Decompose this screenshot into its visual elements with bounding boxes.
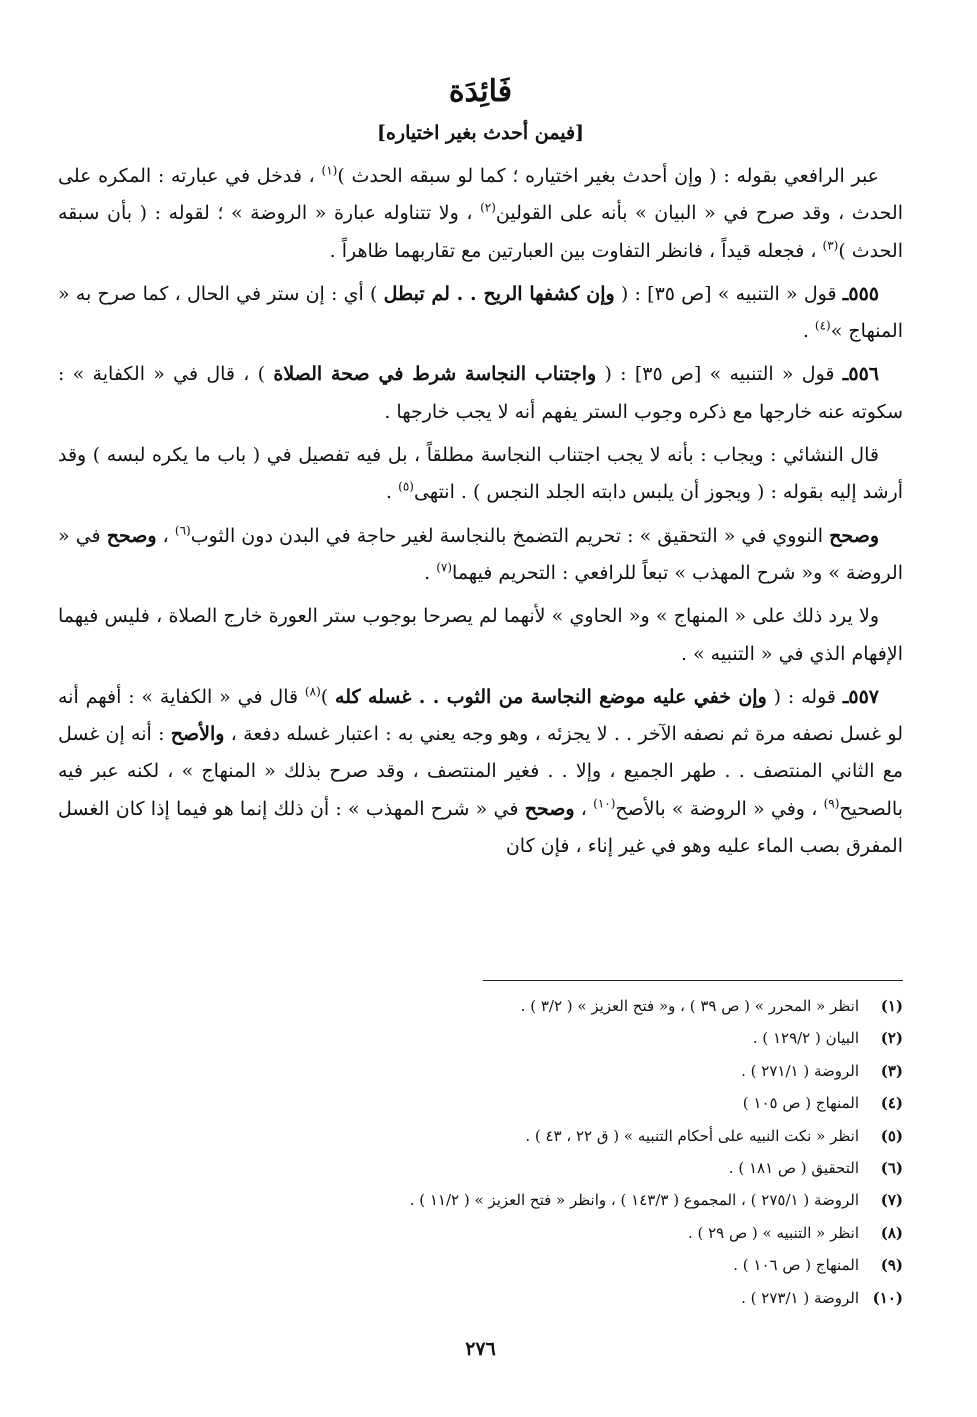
footnote-text: الروضة ( ٢٧٣/١ ) .	[741, 1288, 859, 1307]
footnote-number: (٦)	[880, 1159, 903, 1178]
bold-text-run: والأصح	[170, 723, 225, 746]
footnote-text: الروضة ( ٢٧٥/١ ) ، المجموع ( ١٤٣/٣ ) ، وانظر « فتح العزيز » ( ١١/٢ ) .	[409, 1191, 859, 1210]
body-text	[58, 158, 903, 865]
text-run: ولا يرد ذلك على « المنهاج » و« الحاوي » لأنهما لم يصرحا بوجوب ستر العورة خارج الصلاة ، فليس فيهما الإفهام الذي في « التنبيه » .	[58, 605, 903, 665]
section-subtitle: [فيمن أحدث بغير اختياره]	[376, 122, 585, 144]
footnote-text: انظر « نكت النبيه على أحكام التنبيه » ( ق ٢٢ ، ٤٣ ) .	[525, 1126, 859, 1145]
text-run: ،	[156, 524, 175, 547]
text-run: قال في « الكفاية » : أفهم أنه لو غسل نصفه مرة ثم نصفه الآخر . . لا يجزئه ، وهو وجه يعني به : اعتبار غسله دفعة ،	[58, 685, 903, 746]
paragraph	[58, 679, 903, 865]
footnote	[58, 1249, 903, 1281]
footnote	[58, 1184, 903, 1216]
footnote-ref: (٨)	[304, 684, 321, 699]
footnote-number: (٢)	[880, 1029, 903, 1048]
text-run: ، فجعله قيداً ، فانظر التفاوت بين العبارتين مع تقاربهما ظاهراً .	[329, 239, 823, 262]
footnote-number: (٧)	[880, 1191, 903, 1210]
footnote-text: انظر « التنبيه » ( ص ٢٩ ) .	[687, 1223, 859, 1242]
bold-text-run: واجتناب النجاسة شرط في صحة الصلاة	[273, 363, 597, 386]
footnote	[58, 1087, 903, 1119]
footnote-number: (٥)	[880, 1126, 903, 1145]
text-run: في « شرح المهذب » : أن ذلك إنما هو فيما إذا كان الغسل المفرق بصب الماء عليه وهو في غير إناء ، فإن كان	[58, 797, 903, 858]
text-run: .	[386, 481, 399, 504]
text-run: ،	[574, 797, 594, 820]
text-run: ) ، قال في « الكفاية » : سكوته عنه خارجها مع ذكره وجوب الستر يفهم أنه لا يجب خارجها .	[58, 363, 903, 423]
footnotes	[58, 990, 903, 1314]
footnote-separator	[483, 980, 903, 981]
text-run: قول « التنبيه » [ص ٣٥] : (	[614, 282, 843, 305]
paragraph	[58, 518, 903, 593]
text-run: قال النشائي : ويجاب : بأنه لا يجب اجتناب النجاسة مطلقاً ، بل فيه تفصيل في ( باب ما يكره لبسه ) وقد أرشد إليه بقوله : ( ويجوز أن يلبس دابته الجلد النجس ) . انتهى	[58, 444, 903, 504]
footnote-number: (١)	[880, 997, 903, 1015]
text-run: قول « التنبيه » [ص ٣٥] : (	[596, 363, 843, 386]
bold-text-run: وصحح	[829, 524, 880, 547]
text-run: ، فدخل في عبارته : المكره على الحدث ، وقد صرح في « البيان » بأنه على القولين	[58, 165, 903, 225]
footnote	[58, 1120, 903, 1152]
text-run: ، ولا تتناوله عبارة « الروضة » ؛ لقوله : ( بأن سبقه الحدث )	[58, 202, 903, 262]
footnote-text: البيان ( ١٢٩/٢ ) .	[752, 1029, 859, 1048]
footnote-text: المنهاج ( ص ١٠٥ )	[742, 1094, 859, 1113]
footnote-text: المنهاج ( ص ١٠٦ ) .	[733, 1256, 859, 1275]
text-run: قوله : (	[766, 685, 843, 708]
footnote-ref: (٧)	[436, 560, 453, 575]
footnote-ref: (٦)	[174, 523, 191, 538]
paragraph	[58, 437, 903, 512]
text-run: في « الروضة » و« شرح المهذب » تبعاً للرافعي : التحريم فيهما	[58, 524, 903, 584]
text-run: عبر الرافعي بقوله : ( وإن أحدث بغير اختياره ؛ كما لو سبقه الحدث )	[337, 165, 880, 187]
paragraph	[58, 158, 903, 270]
paragraph	[58, 276, 903, 351]
footnote	[58, 1152, 903, 1184]
footnote-number: (٩)	[880, 1256, 903, 1275]
text-run: : أنه إن غسل مع الثاني المنتصف . . طهر الجميع ، وإلا . . فغير المنتصف ، وقد صرح بذلك « المنهاج » ، لكنه عبر فيه بالصحيح	[58, 723, 904, 820]
footnote-ref: (٥)	[398, 480, 414, 495]
text-run: ) أي : إن ستر في الحال ، كما صرح به « المنهاج »	[58, 282, 903, 343]
text-run: )	[320, 685, 336, 708]
footnote-ref: (١)	[321, 163, 338, 178]
text-run: ، وفي « الروضة » بالأصح	[615, 797, 824, 820]
footnote	[58, 1282, 903, 1314]
text-run: .	[802, 320, 815, 343]
bold-text-run: وإن خفي عليه موضع النجاسة من الثوب . . غسله كله	[335, 685, 767, 708]
footnote-ref: (٣)	[822, 238, 839, 253]
footnote-text: انظر « المحرر » ( ص ٣٩ ) ، و« فتح العزيز » ( ٣/٢ ) .	[520, 997, 859, 1015]
footnote-number: (٨)	[880, 1223, 903, 1242]
footnote-ref: (٤)	[814, 318, 831, 333]
paragraph	[58, 598, 903, 673]
footnote-ref: (١٠)	[593, 796, 616, 811]
section-header	[58, 70, 903, 150]
footnote-number: (٤)	[880, 1094, 903, 1113]
bold-text-run: وصحح	[106, 524, 157, 547]
footnote-text: الروضة ( ٢٧١/١ ) .	[741, 1061, 859, 1080]
bold-text-run: ٥٥٥ـ	[842, 282, 879, 305]
bold-text-run: ٥٥٧ـ	[842, 685, 880, 708]
page-number: ٢٧٦	[465, 1338, 496, 1360]
footnote	[58, 1217, 903, 1249]
section-title: فَائِدَة	[448, 74, 513, 109]
footnote	[58, 990, 903, 1022]
footnote	[58, 1055, 903, 1087]
bold-text-run: وصحح	[524, 797, 575, 820]
footnote-ref: (٢)	[480, 200, 496, 215]
text-run: .	[424, 561, 437, 584]
footnote-text: التحقيق ( ص ١٨١ ) .	[728, 1159, 859, 1178]
bold-text-run: وإن كشفها الريح . . لم تبطل	[383, 282, 615, 305]
footnote-number: (١٠)	[872, 1288, 903, 1307]
footnote	[58, 1022, 903, 1054]
footnote-number: (٣)	[880, 1061, 903, 1080]
bold-text-run: ٥٥٦ـ	[842, 363, 879, 386]
paragraph	[58, 356, 903, 431]
text-run: النووي في « التحقيق » : تحريم التضمخ بالنجاسة لغير حاجة في البدن دون الثوب	[190, 524, 830, 547]
book-page	[58, 70, 904, 1360]
footnote-ref: (٩)	[823, 796, 840, 811]
